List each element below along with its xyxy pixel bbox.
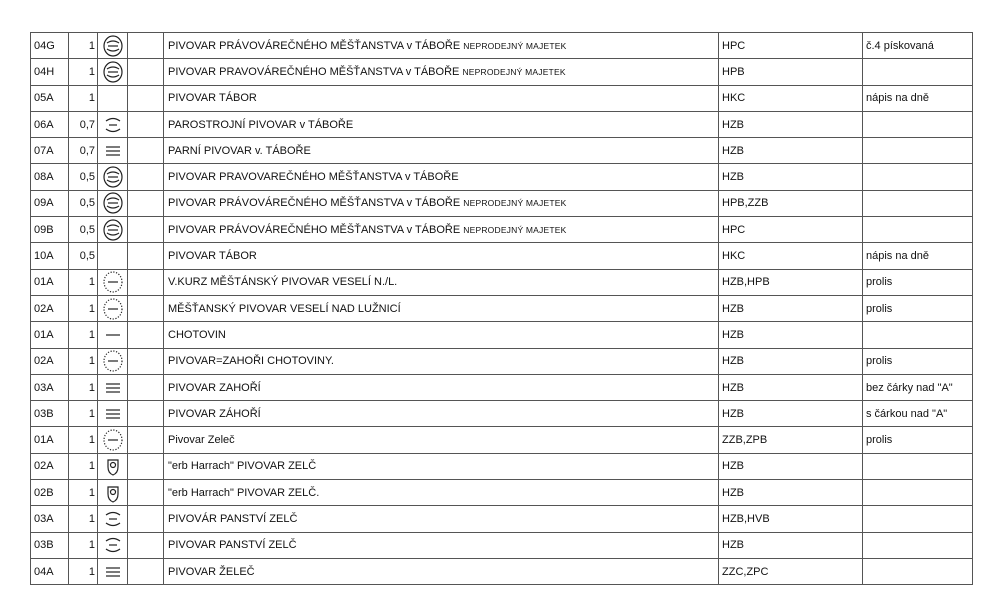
row-spacer bbox=[128, 217, 164, 243]
row-sign-code: HPC bbox=[719, 33, 863, 59]
row-note bbox=[863, 164, 973, 190]
oval-stamp-icon bbox=[100, 34, 126, 58]
row-code: 02A bbox=[31, 295, 69, 321]
table-row bbox=[31, 532, 973, 558]
row-stamp-cell bbox=[98, 59, 128, 85]
dotted-oval-icon bbox=[100, 297, 126, 321]
row-note bbox=[863, 322, 973, 348]
row-code: 09B bbox=[31, 217, 69, 243]
row-spacer bbox=[128, 164, 164, 190]
row-stamp-cell bbox=[98, 322, 128, 348]
row-sign-code: HZB bbox=[719, 322, 863, 348]
row-volume: 1 bbox=[69, 453, 98, 479]
table-row bbox=[31, 217, 973, 243]
row-code: 03B bbox=[31, 532, 69, 558]
row-volume: 0,5 bbox=[69, 217, 98, 243]
row-brewery-name bbox=[164, 111, 719, 137]
row-stamp-cell bbox=[98, 85, 128, 111]
table-row bbox=[31, 269, 973, 295]
row-brewery-name bbox=[164, 480, 719, 506]
row-sign-code: HZB bbox=[719, 295, 863, 321]
row-spacer bbox=[128, 190, 164, 216]
row-brewery-name bbox=[164, 348, 719, 374]
brewery-name-suffix: NEPRODEJNÝ MAJETEK bbox=[463, 224, 567, 235]
row-stamp-cell bbox=[98, 164, 128, 190]
brewery-name-text: MĚŠŤANSKÝ PIVOVAR VESELÍ NAD LUŽNICÍ bbox=[168, 302, 401, 315]
row-stamp-cell bbox=[98, 295, 128, 321]
row-note: nápis na dně bbox=[863, 243, 973, 269]
row-sign-code: HZB bbox=[719, 453, 863, 479]
row-stamp-cell bbox=[98, 427, 128, 453]
row-note bbox=[863, 506, 973, 532]
row-note bbox=[863, 111, 973, 137]
row-stamp-cell bbox=[98, 453, 128, 479]
row-brewery-name bbox=[164, 427, 719, 453]
arc-stamp-icon bbox=[100, 507, 126, 531]
row-volume: 0,5 bbox=[69, 243, 98, 269]
table-row bbox=[31, 295, 973, 321]
row-volume: 1 bbox=[69, 401, 98, 427]
row-spacer bbox=[128, 374, 164, 400]
brewery-name-text: "erb Harrach" PIVOVAR ZELČ bbox=[168, 460, 317, 473]
row-sign-code: HPB,ZZB bbox=[719, 190, 863, 216]
row-spacer bbox=[128, 295, 164, 321]
row-stamp-cell bbox=[98, 138, 128, 164]
row-note: prolis bbox=[863, 295, 973, 321]
row-sign-code: HKC bbox=[719, 243, 863, 269]
row-sign-code: HZB bbox=[719, 111, 863, 137]
dotted-oval-icon bbox=[100, 428, 126, 452]
catalog-table bbox=[30, 32, 973, 585]
row-stamp-cell bbox=[98, 480, 128, 506]
brewery-name-text: Pivovar Zeleč bbox=[168, 434, 235, 447]
brewery-name-text: PIVOVAR PRAVOVAREČNÉHO MĚŠŤANSTVA v TÁBOŘE bbox=[168, 171, 459, 184]
row-stamp-cell bbox=[98, 374, 128, 400]
row-code: 03A bbox=[31, 374, 69, 400]
row-code: 01A bbox=[31, 322, 69, 348]
dash-stamp-icon bbox=[100, 323, 126, 347]
row-spacer bbox=[128, 453, 164, 479]
brewery-name-text: PARNÍ PIVOVAR v. TÁBOŘE bbox=[168, 144, 311, 157]
row-volume: 0,5 bbox=[69, 164, 98, 190]
brewery-name-text: PIVOVAR PRÁVOVÁREČNÉHO MĚŠŤANSTVA v TÁBOŘE bbox=[168, 39, 461, 52]
coat-of-arms-icon bbox=[100, 481, 126, 505]
brewery-catalog-sheet bbox=[30, 32, 972, 585]
table-row bbox=[31, 506, 973, 532]
row-code: 06A bbox=[31, 111, 69, 137]
row-volume: 0,7 bbox=[69, 138, 98, 164]
row-stamp-cell bbox=[98, 506, 128, 532]
row-spacer bbox=[128, 138, 164, 164]
row-sign-code: HPC bbox=[719, 217, 863, 243]
dotted-oval-icon bbox=[100, 270, 126, 294]
row-sign-code: HZB,HPB bbox=[719, 269, 863, 295]
table-row bbox=[31, 427, 973, 453]
table-row bbox=[31, 111, 973, 137]
brewery-name-text: PIVOVÁR PANSTVÍ ZELČ bbox=[168, 512, 298, 525]
brewery-name-text: CHOTOVIN bbox=[168, 328, 226, 341]
row-volume: 0,5 bbox=[69, 190, 98, 216]
brewery-name-text: PIVOVAR PRÁVOVÁREČNÉHO MĚŠŤANSTVA v TÁBOŘE bbox=[168, 197, 461, 210]
row-sign-code: HKC bbox=[719, 85, 863, 111]
catalog-rows bbox=[31, 33, 973, 585]
row-note: bez čárky nad "A" bbox=[863, 374, 973, 400]
row-spacer bbox=[128, 558, 164, 584]
row-note bbox=[863, 480, 973, 506]
row-brewery-name bbox=[164, 269, 719, 295]
arc-stamp-icon bbox=[100, 533, 126, 557]
row-spacer bbox=[128, 33, 164, 59]
row-note bbox=[863, 453, 973, 479]
row-code: 08A bbox=[31, 164, 69, 190]
row-stamp-cell bbox=[98, 532, 128, 558]
row-stamp-cell bbox=[98, 558, 128, 584]
row-stamp-cell bbox=[98, 243, 128, 269]
row-sign-code: HZB bbox=[719, 138, 863, 164]
row-volume: 1 bbox=[69, 322, 98, 348]
row-note bbox=[863, 59, 973, 85]
table-row bbox=[31, 190, 973, 216]
row-note bbox=[863, 190, 973, 216]
brewery-name-text: PIVOVAR=ZAHOŘI CHOTOVINY. bbox=[168, 355, 334, 368]
row-spacer bbox=[128, 480, 164, 506]
brewery-name-text: PIVOVAR ZAHOŘÍ bbox=[168, 381, 261, 394]
row-note: prolis bbox=[863, 269, 973, 295]
row-sign-code: HZB bbox=[719, 164, 863, 190]
dotted-oval-icon bbox=[100, 349, 126, 373]
lines-stamp-icon bbox=[100, 402, 126, 426]
row-code: 04G bbox=[31, 33, 69, 59]
oval-stamp-icon bbox=[100, 191, 126, 215]
row-volume: 1 bbox=[69, 374, 98, 400]
brewery-name-suffix: NEPRODEJNÝ MAJETEK bbox=[462, 66, 566, 77]
row-brewery-name bbox=[164, 164, 719, 190]
row-volume: 1 bbox=[69, 506, 98, 532]
row-code: 01A bbox=[31, 269, 69, 295]
row-code: 01A bbox=[31, 427, 69, 453]
row-stamp-cell bbox=[98, 217, 128, 243]
table-row bbox=[31, 243, 973, 269]
row-sign-code: HZB bbox=[719, 374, 863, 400]
row-brewery-name bbox=[164, 295, 719, 321]
row-brewery-name bbox=[164, 401, 719, 427]
table-row bbox=[31, 453, 973, 479]
brewery-name-text: PIVOVAR PRÁVOVÁREČNÉHO MĚŠŤANSTVA v TÁBOŘE bbox=[168, 223, 461, 236]
row-sign-code: ZZC,ZPC bbox=[719, 558, 863, 584]
row-note bbox=[863, 217, 973, 243]
table-row bbox=[31, 480, 973, 506]
oval-stamp-icon bbox=[100, 165, 126, 189]
row-brewery-name bbox=[164, 217, 719, 243]
row-spacer bbox=[128, 401, 164, 427]
row-note bbox=[863, 558, 973, 584]
row-code: 09A bbox=[31, 190, 69, 216]
row-stamp-cell bbox=[98, 401, 128, 427]
row-brewery-name bbox=[164, 138, 719, 164]
row-volume: 0,7 bbox=[69, 111, 98, 137]
row-note: č.4 pískovaná bbox=[863, 33, 973, 59]
row-stamp-cell bbox=[98, 190, 128, 216]
brewery-name-text: PIVOVAR ZÁHOŘÍ bbox=[168, 407, 261, 420]
row-sign-code: HZB bbox=[719, 348, 863, 374]
row-brewery-name bbox=[164, 243, 719, 269]
row-code: 02B bbox=[31, 480, 69, 506]
row-volume: 1 bbox=[69, 85, 98, 111]
row-code: 02A bbox=[31, 348, 69, 374]
row-stamp-cell bbox=[98, 269, 128, 295]
row-note: prolis bbox=[863, 348, 973, 374]
row-code: 03A bbox=[31, 506, 69, 532]
row-volume: 1 bbox=[69, 532, 98, 558]
table-row bbox=[31, 374, 973, 400]
row-brewery-name bbox=[164, 59, 719, 85]
table-row bbox=[31, 401, 973, 427]
coat-of-arms-icon bbox=[100, 454, 126, 478]
row-brewery-name bbox=[164, 322, 719, 348]
row-spacer bbox=[128, 322, 164, 348]
row-code: 04A bbox=[31, 558, 69, 584]
brewery-name-text: V.KURZ MĚŠTÁNSKÝ PIVOVAR VESELÍ N./L. bbox=[168, 276, 398, 289]
row-code: 02A bbox=[31, 453, 69, 479]
row-volume: 1 bbox=[69, 348, 98, 374]
brewery-name-text: PIVOVAR ŽELEČ bbox=[168, 565, 255, 578]
row-spacer bbox=[128, 111, 164, 137]
lines-stamp-icon bbox=[100, 139, 126, 163]
row-code: 03B bbox=[31, 401, 69, 427]
row-volume: 1 bbox=[69, 427, 98, 453]
row-spacer bbox=[128, 348, 164, 374]
row-volume: 1 bbox=[69, 33, 98, 59]
brewery-name-suffix: NEPRODEJNÝ MAJETEK bbox=[463, 40, 567, 51]
row-spacer bbox=[128, 243, 164, 269]
lines-stamp-icon bbox=[100, 376, 126, 400]
table-row bbox=[31, 85, 973, 111]
row-spacer bbox=[128, 59, 164, 85]
table-row bbox=[31, 348, 973, 374]
row-sign-code: HZB,HVB bbox=[719, 506, 863, 532]
row-note bbox=[863, 138, 973, 164]
row-stamp-cell bbox=[98, 111, 128, 137]
table-row bbox=[31, 33, 973, 59]
brewery-name-text: PIVOVAR TÁBOR bbox=[168, 250, 257, 263]
brewery-name-text: PIVOVAR PRAVOVÁREČNÉHO MĚŠŤANSTVA v TÁBOŘE bbox=[168, 65, 460, 78]
row-note: prolis bbox=[863, 427, 973, 453]
table-row bbox=[31, 59, 973, 85]
row-code: 05A bbox=[31, 85, 69, 111]
row-sign-code: HZB bbox=[719, 401, 863, 427]
table-row bbox=[31, 138, 973, 164]
arc-stamp-icon bbox=[100, 113, 126, 137]
row-brewery-name bbox=[164, 558, 719, 584]
row-spacer bbox=[128, 85, 164, 111]
row-note: s čárkou nad "A" bbox=[863, 401, 973, 427]
row-code: 07A bbox=[31, 138, 69, 164]
row-spacer bbox=[128, 506, 164, 532]
row-brewery-name bbox=[164, 85, 719, 111]
brewery-name-text: PIVOVAR PANSTVÍ ZELČ bbox=[168, 539, 297, 552]
row-brewery-name bbox=[164, 532, 719, 558]
row-spacer bbox=[128, 532, 164, 558]
row-brewery-name bbox=[164, 453, 719, 479]
row-brewery-name bbox=[164, 506, 719, 532]
brewery-name-suffix: NEPRODEJNÝ MAJETEK bbox=[463, 198, 567, 209]
brewery-name-text: PIVOVAR TÁBOR bbox=[168, 92, 257, 105]
brewery-name-text: PAROSTROJNÍ PIVOVAR v TÁBOŘE bbox=[168, 118, 354, 131]
row-brewery-name bbox=[164, 374, 719, 400]
row-volume: 1 bbox=[69, 269, 98, 295]
row-note: nápis na dně bbox=[863, 85, 973, 111]
row-volume: 1 bbox=[69, 295, 98, 321]
table-row bbox=[31, 558, 973, 584]
lines-stamp-icon bbox=[100, 560, 126, 584]
row-spacer bbox=[128, 269, 164, 295]
row-code: 10A bbox=[31, 243, 69, 269]
row-brewery-name bbox=[164, 33, 719, 59]
row-sign-code: HZB bbox=[719, 480, 863, 506]
row-brewery-name bbox=[164, 190, 719, 216]
oval-stamp-icon bbox=[100, 218, 126, 242]
row-note bbox=[863, 532, 973, 558]
oval-stamp-icon bbox=[100, 60, 126, 84]
brewery-name-text: "erb Harrach" PIVOVAR ZELČ. bbox=[168, 486, 320, 499]
row-sign-code: HPB bbox=[719, 59, 863, 85]
row-sign-code: ZZB,ZPB bbox=[719, 427, 863, 453]
table-row bbox=[31, 164, 973, 190]
row-volume: 1 bbox=[69, 558, 98, 584]
table-row bbox=[31, 322, 973, 348]
row-spacer bbox=[128, 427, 164, 453]
row-stamp-cell bbox=[98, 348, 128, 374]
row-sign-code: HZB bbox=[719, 532, 863, 558]
row-volume: 1 bbox=[69, 59, 98, 85]
row-stamp-cell bbox=[98, 33, 128, 59]
row-volume: 1 bbox=[69, 480, 98, 506]
row-code: 04H bbox=[31, 59, 69, 85]
